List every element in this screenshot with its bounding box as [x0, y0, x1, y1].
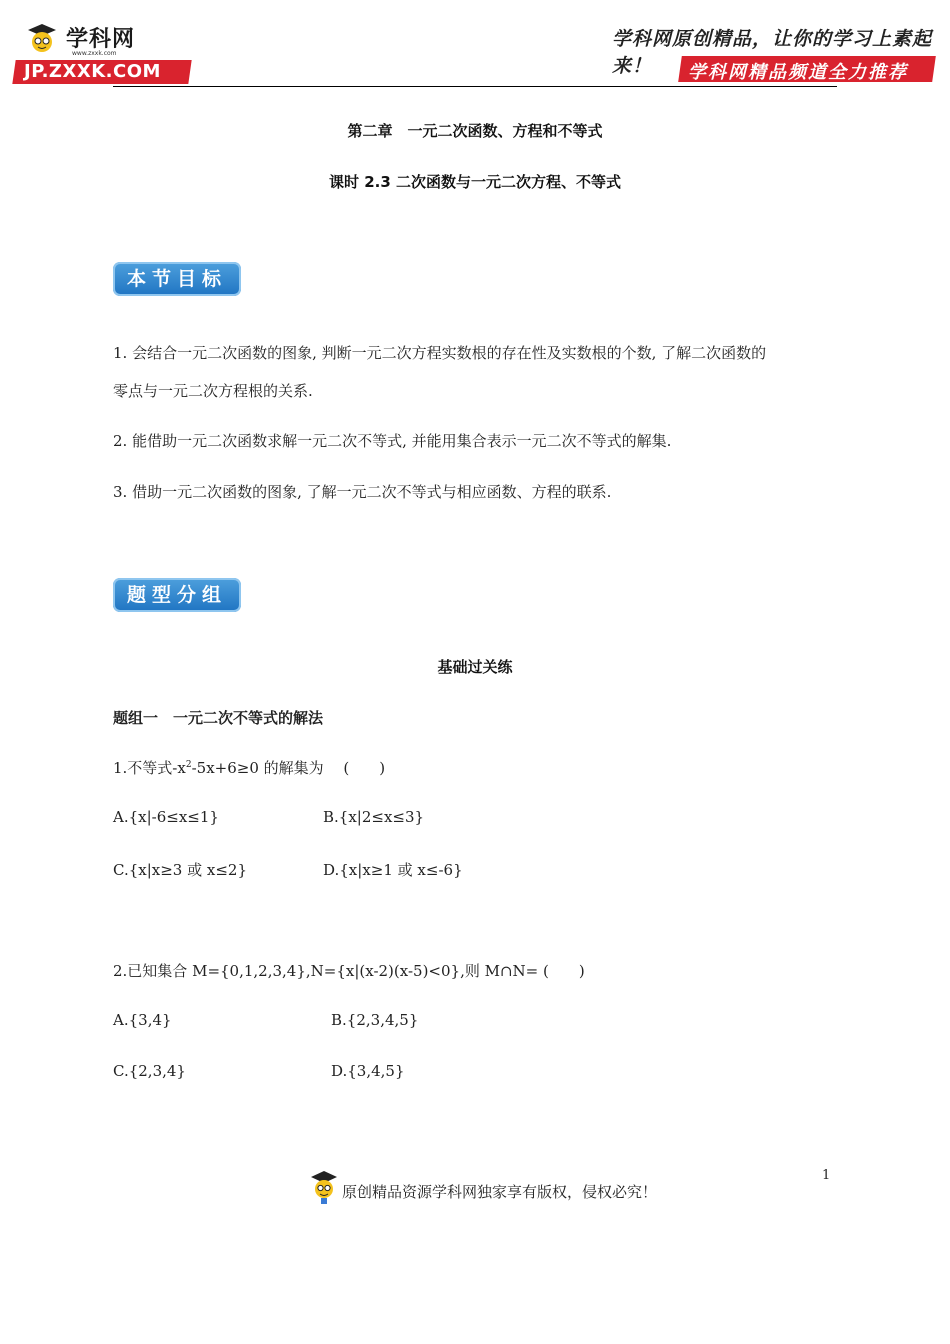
- mascot-icon: [24, 22, 60, 58]
- footer-copyright: 原创精品资源学科网独家享有版权，侵权必究！: [342, 1183, 658, 1201]
- goal-line-2: 零点与一元二次方程根的关系.: [113, 382, 313, 400]
- header-slogan: 学科网原创精品，让你的学习上素起来！: [612, 28, 933, 77]
- footer-mascot-icon: [308, 1170, 340, 1206]
- chapter-title: 第二章 一元二次函数、方程和不等式: [347, 122, 603, 140]
- goal-line-4: 3. 借助一元二次函数的图象, 了解一元二次不等式与相应函数、方程的联系.: [113, 483, 612, 501]
- group-title: 题组一 一元二次不等式的解法: [113, 709, 324, 727]
- q1-exponent: 2: [185, 760, 192, 770]
- q2-option-c: C.{2,3,4}: [113, 1062, 186, 1080]
- q1-option-d: D.{x|x≥1 或 x≤-6}: [323, 861, 463, 879]
- logo-subtitle: www.zxxk.com: [72, 50, 117, 57]
- q1-option-a: A.{x|-6≤x≤1}: [113, 808, 219, 826]
- logo-domain: JP.ZXXK.COM: [24, 61, 161, 82]
- q1-stem-post: -5x+6≥0 的解集为 ( ): [191, 759, 386, 777]
- page-number: 1: [822, 1168, 831, 1183]
- q1-option-b: B.{x|2≤x≤3}: [323, 808, 425, 826]
- q2-option-a: A.{3,4}: [113, 1011, 172, 1029]
- question-2-stem: 2.已知集合 M={0,1,2,3,4},N={x|(x-2)(x-5)<0},则 M∩N= ( ): [113, 962, 585, 980]
- lesson-title: 课时 2.3 二次函数与一元二次方程、不等式: [328, 173, 622, 191]
- logo-title: 学科网: [66, 27, 136, 52]
- goal-line-1: 1. 会结合一元二次函数的图象, 判断一元二次方程实数根的存在性及实数根的个数, 了解二次函数的: [113, 344, 767, 362]
- slogan-bar-text: 学科网精品频道全力推荐: [688, 62, 908, 83]
- subheading-basic: 基础过关练: [437, 658, 513, 676]
- header-divider: [113, 86, 837, 87]
- q2-option-b: B.{2,3,4,5}: [331, 1011, 419, 1029]
- section-badge-groups: 题型分组: [113, 578, 241, 612]
- site-logo[interactable]: [14, 20, 194, 86]
- q2-option-d: D.{3,4,5}: [331, 1062, 405, 1080]
- q1-option-c: C.{x|x≥3 或 x≤2}: [113, 861, 247, 879]
- goal-line-3: 2. 能借助一元二次函数求解一元二次不等式, 并能用集合表示一元二次不等式的解集.: [113, 432, 672, 450]
- section-badge-goals: 本节目标: [113, 262, 241, 296]
- question-1-stem: [113, 757, 385, 778]
- q1-stem-pre: 1.不等式-x: [113, 759, 186, 777]
